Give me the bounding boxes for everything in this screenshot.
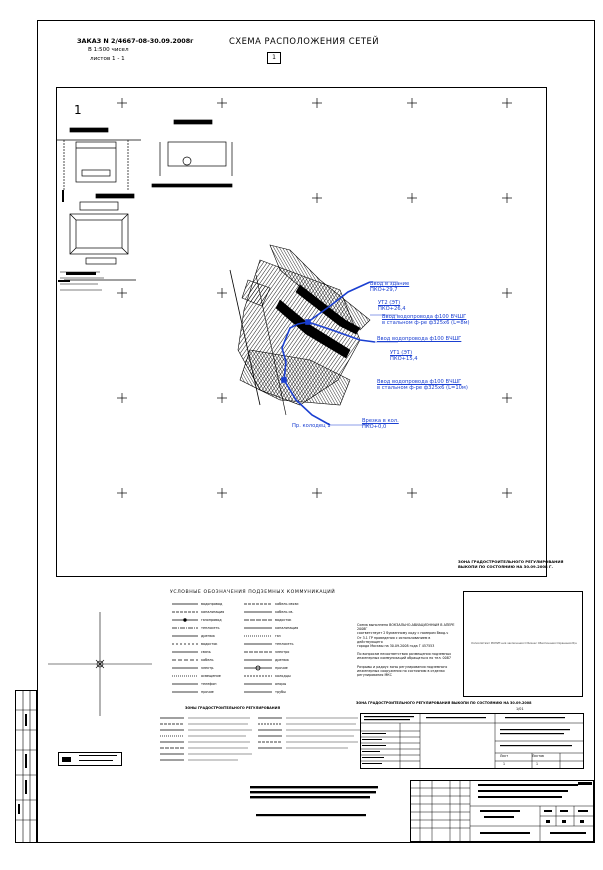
legend-left-2: газопровод — [201, 618, 222, 622]
note-3: От 3.1 ГР проведения с использованием в действующего — [357, 635, 431, 644]
table-col-sheets: Листов — [532, 754, 544, 758]
legend-left-9: освещение — [201, 674, 221, 678]
sheet-ref: 1/01 — [516, 707, 524, 711]
legend-right-7: дренаж — [275, 658, 289, 662]
stamp-box — [463, 591, 583, 697]
page-title: СХЕМА РАСПОЛОЖЕНИЯ СЕТЕЙ — [229, 36, 380, 46]
legend-right-2: водосток — [275, 618, 292, 622]
legend-right-8: прочие — [275, 666, 288, 670]
annotation-entry-label: Ввод в здание — [370, 281, 410, 287]
legend-right-10: опоры — [275, 682, 287, 686]
detail-drawings — [56, 110, 246, 290]
note-9: регулирования МКС — [357, 673, 392, 678]
annotation-entry — [370, 281, 409, 293]
annotation-water-inlet-1 — [382, 314, 470, 326]
legend-left-8: электр. — [201, 666, 215, 670]
legend-left-1: канализация — [201, 610, 225, 614]
scale-line: В 1:500 чисел — [88, 47, 129, 53]
binding-strip-lines — [15, 690, 37, 843]
note-7: Разрывы и радиус зоны регулирования подземного — [357, 664, 448, 669]
legend-right-11: трубы — [275, 690, 286, 694]
annotation-tie-in-pk: ПКО+0,0 — [362, 424, 387, 430]
annotation-water-inlet-3-sleeve: в стальном ф-ре ф325х6 (L=10м) — [377, 385, 468, 391]
annotation-ut1-pk: ПКО+15,4 — [390, 356, 418, 362]
annotation-manhole: Пр. колодец 1 — [292, 423, 331, 429]
annotation-water-inlet-2-label: Ввод водопровода ф100 ВЧШГ — [377, 336, 462, 342]
stamp-box-text: Копия Штамп МОНИТ-ния заключения О Бизнес Обеспечения Охранения Б/н — [471, 642, 577, 645]
legend-left-10: телефон — [201, 682, 217, 686]
legend-right-1: кабель св. — [275, 610, 294, 614]
zone-caption: ЗОНА ГРАДОСТРОИТЕЛЬНОГО РЕГУЛИРОВАНИЯ ВЫКОПИ ПО СОСТОЯНИЮ НА 30.09.2008 — [356, 701, 532, 705]
annotation-water-inlet-2 — [377, 336, 461, 342]
legend-right-6: электро — [275, 650, 290, 654]
legend-left-0: водопровод — [201, 602, 223, 606]
legend-left-7: кабель — [201, 658, 214, 662]
annotation-entry-pk: ПКО+29,7 — [370, 287, 398, 293]
approval-table-grid — [360, 713, 584, 769]
sheet-number-box: 1 — [267, 52, 281, 64]
detail-number: 1 — [74, 103, 82, 117]
plan-note-line2: ВЫКОПИ ПО СОСТОЯНИЮ НА 30.09.2008 Г. — [458, 563, 553, 569]
zone-legend-title: ЗОНЫ ГРАДОСТРОИТЕЛЬНОГО РЕГУЛИРОВАНИЯ — [185, 706, 281, 710]
legend-right-0: кабель связи — [275, 602, 299, 606]
table-col-sheet: Лист — [500, 754, 509, 758]
legend-left-3: теплосеть — [201, 626, 220, 630]
annotation-tie-in — [362, 418, 399, 430]
site-plan — [220, 230, 400, 440]
sheet-count-line: листов 1 - 1 — [90, 56, 125, 62]
table-val-sheets: 1 — [536, 762, 539, 766]
legend-right-3: канализация — [275, 626, 299, 630]
zone-legend-symbols — [158, 714, 368, 764]
bottom-caption-bars — [248, 786, 382, 820]
legend-right-5: теплосеть — [275, 642, 294, 646]
note-5: По вопросам несоответствия размещения подземных — [357, 652, 452, 657]
big-crosshair — [48, 612, 152, 716]
annotation-tie-in-label: Врезка в кол. — [362, 418, 399, 424]
small-legend-box — [58, 752, 122, 766]
legend-left-4: дренаж — [201, 634, 215, 638]
annotation-ut2-pk: ПКО+26,4 — [378, 306, 406, 312]
annotation-ut2 — [378, 300, 406, 312]
note-2: соответствует 2 буквенному коду с номером Ввод-ч — [357, 631, 449, 636]
note-6: инженерных коммуникаций обращаться по тел. 0087 — [357, 656, 451, 661]
title-block-grid — [410, 780, 594, 842]
legend-right-list — [275, 602, 298, 698]
plan-note-line1: ЗОНА ГРАДОСТРОИТЕЛЬНОГО РЕГУЛИРОВАНИЯ — [458, 559, 564, 564]
legend-title: УСЛОВНЫЕ ОБОЗНАЧЕНИЯ ПОДЗЕМНЫХ КОММУНИКАЦИЙ — [170, 590, 336, 595]
annotation-water-inlet-1-label: Ввод водопровода ф100 ВЧШГ — [382, 314, 467, 320]
notes-block — [357, 623, 457, 677]
legend-right-9: колодцы — [275, 674, 291, 678]
annotation-ut1 — [390, 350, 418, 362]
annotation-water-inlet-3 — [377, 379, 468, 391]
legend-left-11: прочие — [201, 690, 214, 694]
plan-note — [458, 560, 563, 569]
note-4: города Москвы на 30.09.2008 года Г 457553 — [357, 644, 435, 649]
order-line: ЗАКАЗ N 2/4667-08-30.09.2008г — [77, 37, 194, 45]
detail-note-lines — [60, 270, 120, 310]
legend-symbols — [168, 600, 338, 696]
legend-right-4: газ — [275, 634, 281, 638]
annotation-ut2-label: УТ2 (ЭТ) — [378, 300, 401, 306]
legend-left-list — [201, 602, 224, 698]
annotation-water-inlet-3-label: Ввод водопровода ф100 ВЧШГ — [377, 379, 462, 385]
note-1: Схема выполнена ВОКЗАЛЬНО-АВИАЦИОННЫМ В АПЕРЕ 2008Г — [357, 623, 455, 632]
legend-left-6: связь — [201, 650, 211, 654]
annotation-water-inlet-1-sleeve: в стальном ф-ре ф325х6 (L=8м) — [382, 320, 470, 326]
legend-left-5: водосток — [201, 642, 218, 646]
annotation-ut1-label: УТ1 (ЭТ) — [390, 350, 413, 356]
note-8: инженерных сооружения по состоянию в отделах — [357, 668, 445, 673]
table-val-sheet: 1 — [503, 762, 506, 766]
